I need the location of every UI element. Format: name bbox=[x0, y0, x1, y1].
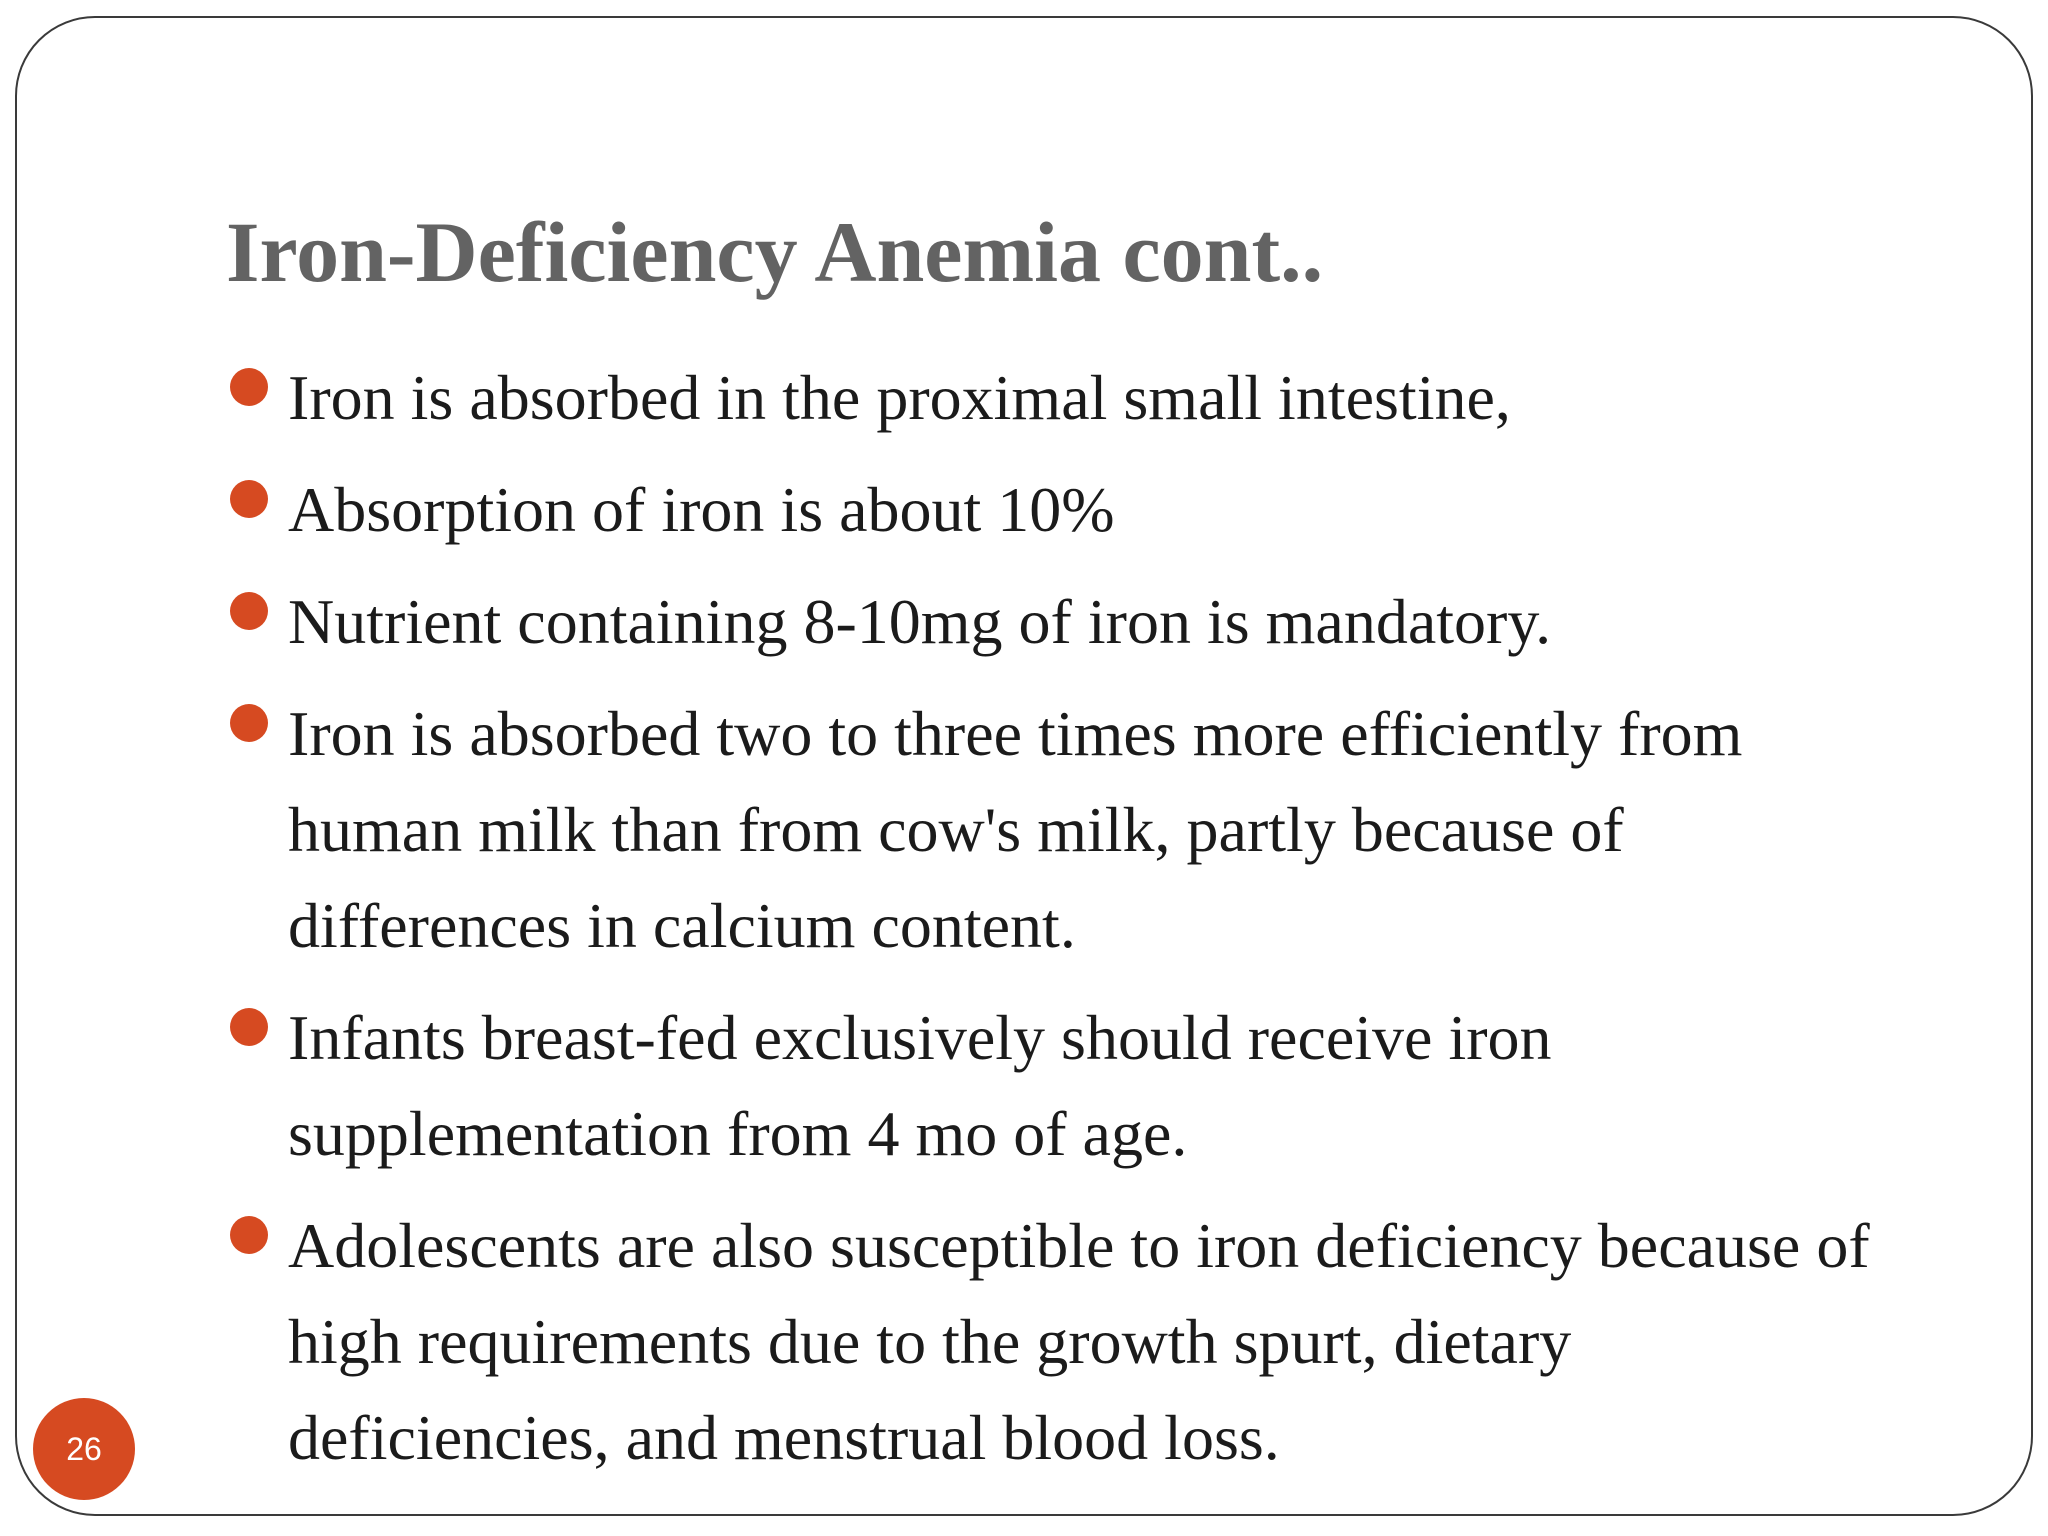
bullet-text: Adolescents are also susceptible to iron deficiency because of high requirements due to the growth spurt, dietary deficiencies, and menstrual blood loss. bbox=[288, 1210, 1870, 1473]
slide-title: Iron-Deficiency Anemia cont.. bbox=[226, 204, 1324, 300]
slide-number-badge: 26 bbox=[33, 1398, 135, 1500]
bullet-item bbox=[226, 462, 1886, 558]
bullet-dot-icon bbox=[230, 368, 268, 406]
bullet-dot-icon bbox=[230, 480, 268, 518]
bullet-list bbox=[226, 350, 1886, 1502]
bullet-text: Infants breast-fed exclusively should receive iron supplementation from 4 mo of age. bbox=[288, 1002, 1552, 1169]
bullet-item bbox=[226, 574, 1886, 670]
bullet-text: Nutrient containing 8-10mg of iron is mandatory. bbox=[288, 586, 1552, 657]
bullet-dot-icon bbox=[230, 1216, 268, 1254]
bullet-text: Iron is absorbed in the proximal small intestine, bbox=[288, 362, 1511, 433]
bullet-dot-icon bbox=[230, 592, 268, 630]
bullet-text: Absorption of iron is about 10% bbox=[288, 474, 1115, 545]
bullet-item bbox=[226, 686, 1886, 974]
bullet-dot-icon bbox=[230, 1008, 268, 1046]
bullet-text: Iron is absorbed two to three times more efficiently from human milk than from cow's milk, partly because of differences in calcium content. bbox=[288, 698, 1743, 961]
bullet-item bbox=[226, 350, 1886, 446]
bullet-item bbox=[226, 1198, 1886, 1486]
bullet-dot-icon bbox=[230, 704, 268, 742]
bullet-item bbox=[226, 990, 1886, 1182]
